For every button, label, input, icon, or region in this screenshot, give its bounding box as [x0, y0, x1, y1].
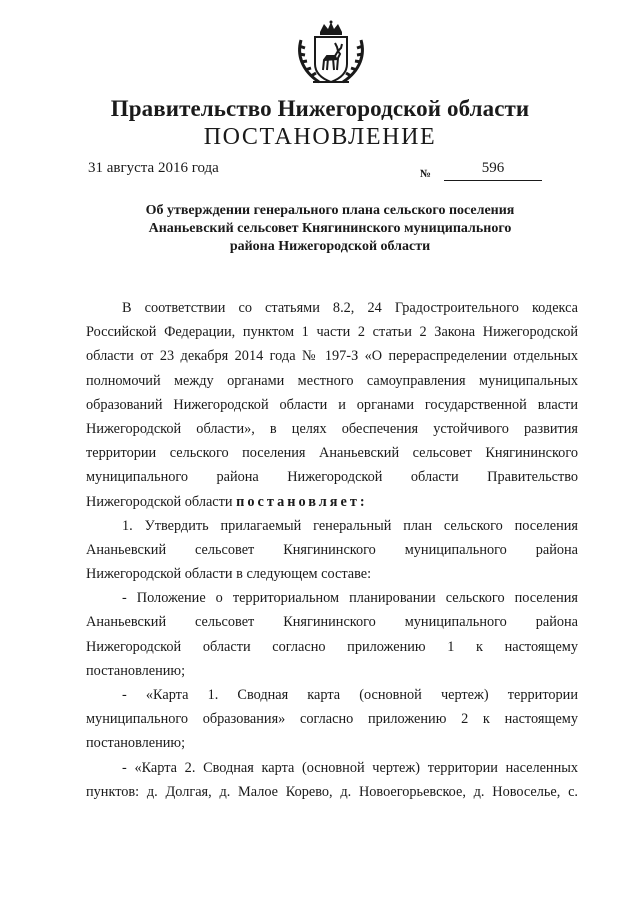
number-underline	[444, 180, 542, 181]
body-line: полномочий между органами местного самоуправления муниципальных	[86, 372, 578, 389]
subject-line: района Нижегородской области	[229, 239, 431, 254]
body-line: постановлению;	[86, 735, 186, 752]
body-line: - Положение о территориальном планировании сельского поселения	[122, 590, 578, 607]
decree-keyword: постановляет:	[236, 493, 368, 510]
body-line: Нижегородской области», в целях обеспечения устойчивого развития	[86, 420, 578, 437]
body-line: территории сельского поселения Ананьевский сельсовет Княгининского	[86, 445, 578, 462]
document-subject	[100, 202, 560, 256]
body-line: 1. Утвердить прилагаемый генеральный план сельского поселения	[122, 517, 578, 534]
document-date: 31 августа 2016 года	[88, 160, 219, 176]
body-line	[86, 490, 578, 514]
body-line: области от 23 декабря 2014 года № 197-З «О перераспределении отдельных	[86, 348, 578, 365]
coat-of-arms-icon	[293, 20, 369, 86]
body-line: образований Нижегородской области и органами государственной власти	[86, 396, 578, 413]
number-sign: №	[420, 168, 432, 180]
body-line: муниципального района Нижегородской области Правительство	[86, 469, 578, 486]
body-line: - «Карта 1. Сводная карта (основной чертеж) территории	[122, 687, 578, 703]
document-type: ПОСТАНОВЛЕНИЕ	[203, 124, 437, 150]
body-line: постановлению;	[86, 662, 186, 679]
body-line: Ананьевский сельсовет Княгининского муниципального района	[86, 614, 578, 631]
body-line: муниципального образования» согласно приложению 2 к настоящему	[86, 711, 578, 728]
body-line: Ананьевский сельсовет Княгининского муниципального района	[86, 541, 578, 558]
body-line: - «Карта 2. Сводная карта (основной чертеж) территории населенных	[122, 759, 578, 776]
body-line-text: Нижегородской области	[86, 493, 233, 510]
body-line: В соответствии со статьями 8.2, 24 Градостроительного кодекса	[122, 300, 578, 316]
body-line: Российской Федерации, пунктом 1 части 2 статьи 2 Закона Нижегородской	[86, 324, 578, 341]
government-title: Правительство Нижегородской области	[110, 96, 530, 121]
document-number: 596	[481, 160, 505, 176]
subject-line: Ананьевский сельсовет Княгининского муниципального	[148, 221, 512, 236]
document-body	[86, 296, 578, 804]
body-line: пунктов: д. Долгая, д. Малое Корево, д. Новоегорьевское, д. Новоселье, с.	[86, 783, 578, 800]
body-line: Нижегородской области согласно приложению 1 к настоящему	[86, 638, 578, 655]
subject-line: Об утверждении генерального плана сельского поселения	[145, 203, 515, 218]
body-line: Нижегородской области в следующем составе:	[86, 566, 372, 583]
